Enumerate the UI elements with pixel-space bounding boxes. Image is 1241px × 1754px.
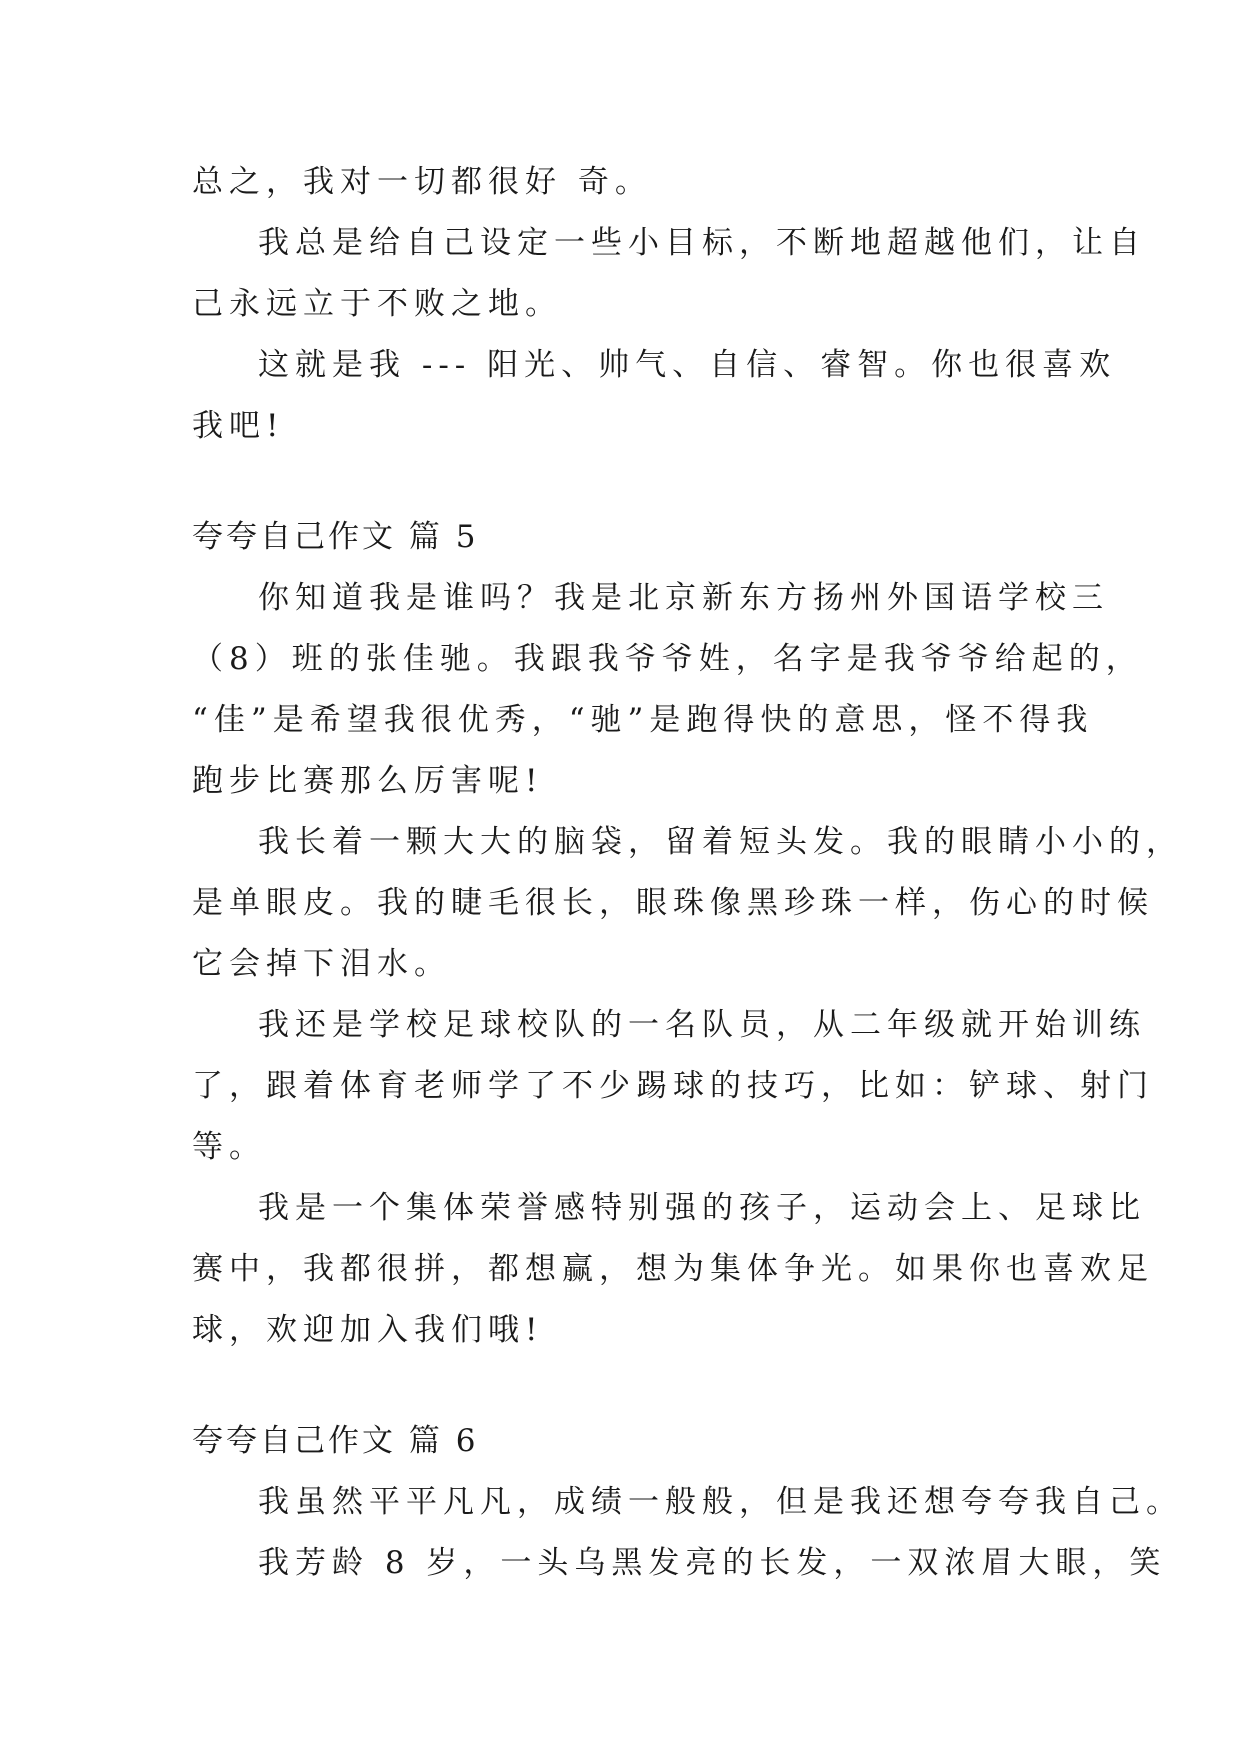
section-heading: 夸夸自己作文 篇 6	[192, 1423, 479, 1459]
text-line: 它会掉下泪水。	[192, 946, 451, 982]
text-line: 我虽然平平凡凡，成绩一般般，但是我还想夸夸我自己。	[258, 1484, 1183, 1520]
text-line: 等。	[192, 1129, 266, 1165]
text-line: 球，欢迎加入我们哦!	[192, 1312, 544, 1348]
text-line: 我芳龄 8 岁，一头乌黑发亮的长发，一双浓眉大眼，笑	[258, 1545, 1167, 1581]
text-line: 赛中，我都很拼，都想赢，想为集体争光。如果你也喜欢足	[192, 1251, 1154, 1287]
text-line: 己永远立于不败之地。	[192, 286, 562, 322]
text-line: 跑步比赛那么厉害呢!	[192, 763, 544, 799]
text-line: 了，跟着体育老师学了不少踢球的技巧，比如：铲球、射门	[192, 1068, 1154, 1104]
text-line: 这就是我 --- 阳光、帅气、自信、睿智。你也很喜欢	[258, 347, 1117, 383]
text-line: （8）班的张佳驰。我跟我爷爷姓，名字是我爷爷给起的，	[192, 641, 1143, 677]
text-line: 我长着一颗大大的脑袋，留着短头发。我的眼睛小小的，	[258, 824, 1183, 860]
text-line: 总之，我对一切都很好 奇。	[192, 164, 652, 200]
text-line: 你知道我是谁吗？我是北京新东方扬州外国语学校三	[258, 580, 1109, 616]
section-heading: 夸夸自己作文 篇 5	[192, 519, 479, 555]
text-line: 我总是给自己设定一些小目标，不断地超越他们，让自	[258, 225, 1146, 261]
text-line: 我吧!	[192, 408, 285, 444]
text-line: 我还是学校足球校队的一名队员，从二年级就开始训练	[258, 1007, 1146, 1043]
text-line: 是单眼皮。我的睫毛很长，眼珠像黑珍珠一样，伤心的时候	[192, 885, 1154, 921]
text-line: “佳”是希望我很优秀，“驰”是跑得快的意思，怪不得我	[192, 702, 1094, 738]
text-line: 我是一个集体荣誉感特别强的孩子，运动会上、足球比	[258, 1190, 1146, 1226]
